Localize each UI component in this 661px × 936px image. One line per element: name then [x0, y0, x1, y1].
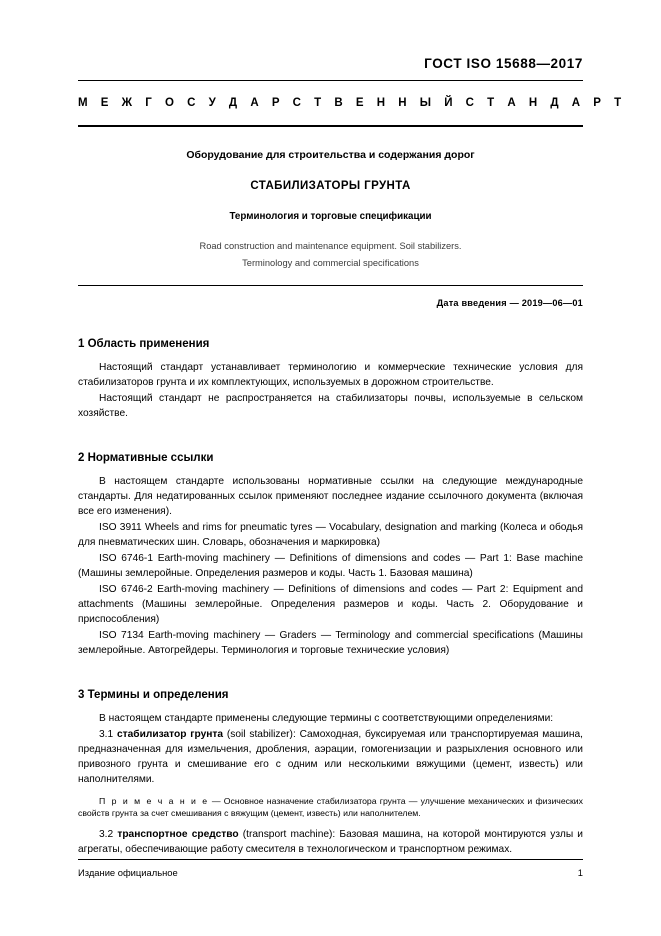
page-number: 1 — [577, 867, 583, 878]
page-title: СТАБИЛИЗАТОРЫ ГРУНТА — [250, 180, 411, 192]
term-number-3-2: 3.2 — [99, 828, 114, 840]
term-note-3-1 — [78, 795, 583, 820]
section-1-paragraph-2: Настоящий стандарт не распространяется на стабилизаторы почвы, используемые в сельском хозяйстве. — [78, 392, 583, 419]
section-2-reference-iso-7134: ISO 7134 Earth-moving machinery — Graders — Terminology and commercial specifications (Машины землеройные. Автогрейдеры. Терминология и торговые технические условия) — [78, 629, 583, 656]
section-1-paragraph-1: Настоящий стандарт устанавливает терминологию и коммерческие технические условия для стабилизаторов грунта и их комплектующих, используемых в дорожном строительстве. — [78, 361, 583, 388]
note-lead-label: П р и м е ч а н и е — [99, 795, 209, 806]
term-name-3-2: транспортное средство — [117, 828, 239, 840]
english-title-line-2: Terminology and commercial specifications — [242, 258, 419, 269]
term-entry-3-1 — [78, 728, 583, 788]
title-divider — [78, 285, 583, 286]
header-divider-bottom — [78, 125, 583, 127]
scope-line: Оборудование для строительства и содержания дорог — [186, 149, 475, 161]
section-heading-1: 1 Область применения — [78, 337, 210, 350]
section-heading-2: 2 Нормативные ссылки — [78, 451, 214, 464]
section-3-intro: В настоящем стандарте применены следующие термины с соответствующими определениями: — [99, 712, 554, 724]
section-heading-3: 3 Термины и определения — [78, 688, 229, 701]
header-divider-top — [78, 80, 583, 81]
term-name-3-1: стабилизатор грунта — [116, 728, 224, 740]
section-2-reference-iso-3911: ISO 3911 Wheels and rims for pneumatic tyres — Vocabulary, designation and marking (Колеса и ободья для пневматических шин. Словарь, обозначения и маркировка) — [78, 521, 583, 548]
note-text: — Основное назначение стабилизатора грунта — улучшение механических и физических свойств грунта за счет смешивания с вяжущим (цемент, известь) или наполнителем. — [78, 795, 583, 819]
interstate-standard-label: М Е Ж Г О С У Д А Р С Т В Е Н Н Ы Й С Т А Н Д А Р Т — [78, 97, 627, 109]
subtitle: Терминология и торговые спецификации — [229, 211, 432, 222]
edition-label: Издание официальное — [78, 867, 178, 878]
standard-number: ГОСТ ISO 15688—2017 — [424, 56, 583, 71]
effective-date: Дата введения — 2019—06—01 — [436, 297, 583, 308]
section-2-paragraph-1: В настоящем стандарте использованы нормативные ссылки на следующие международные стандарты. Для недатированных ссылок применяют последнее издание ссылочного документа (включая все его изменения). — [78, 475, 583, 517]
term-definition-3-1: (soil stabilizer): Самоходная, буксируемая или транспортируемая машина, предназначенная для измельчения, дробления, аэрации, гомогенизации и разрыхления основного или привозного грунта и смешивание его с одним или несколькими вяжущими (цемент, известь) или наполнителями. — [78, 728, 583, 785]
section-2-reference-iso-6746-2: ISO 6746-2 Earth-moving machinery — Definitions of dimensions and codes — Part 2: Equipment and attachments (Машины землеройные. Определения размеров и коды. Часть 2. Оборудование и приспособления) — [78, 583, 583, 625]
english-title-line-1: Road construction and maintenance equipment. Soil stabilizers. — [199, 241, 462, 251]
title-block — [78, 149, 583, 271]
footer-divider — [78, 859, 583, 860]
section-2-reference-iso-6746-1: ISO 6746-1 Earth-moving machinery — Definitions of dimensions and codes — Part 1: Base machine (Машины землеройные. Определения размеров и коды. Часть 1. Базовая машина) — [78, 552, 583, 579]
term-entry-3-2 — [78, 828, 583, 858]
term-number-3-1: 3.1 — [99, 728, 114, 740]
page-footer — [78, 859, 583, 878]
term-definition-3-2: (transport machine): Базовая машина, на которой монтируются узлы и агрегаты, обеспечивающие работу смесителя в технологическом и транспортном режимах. — [78, 828, 583, 855]
